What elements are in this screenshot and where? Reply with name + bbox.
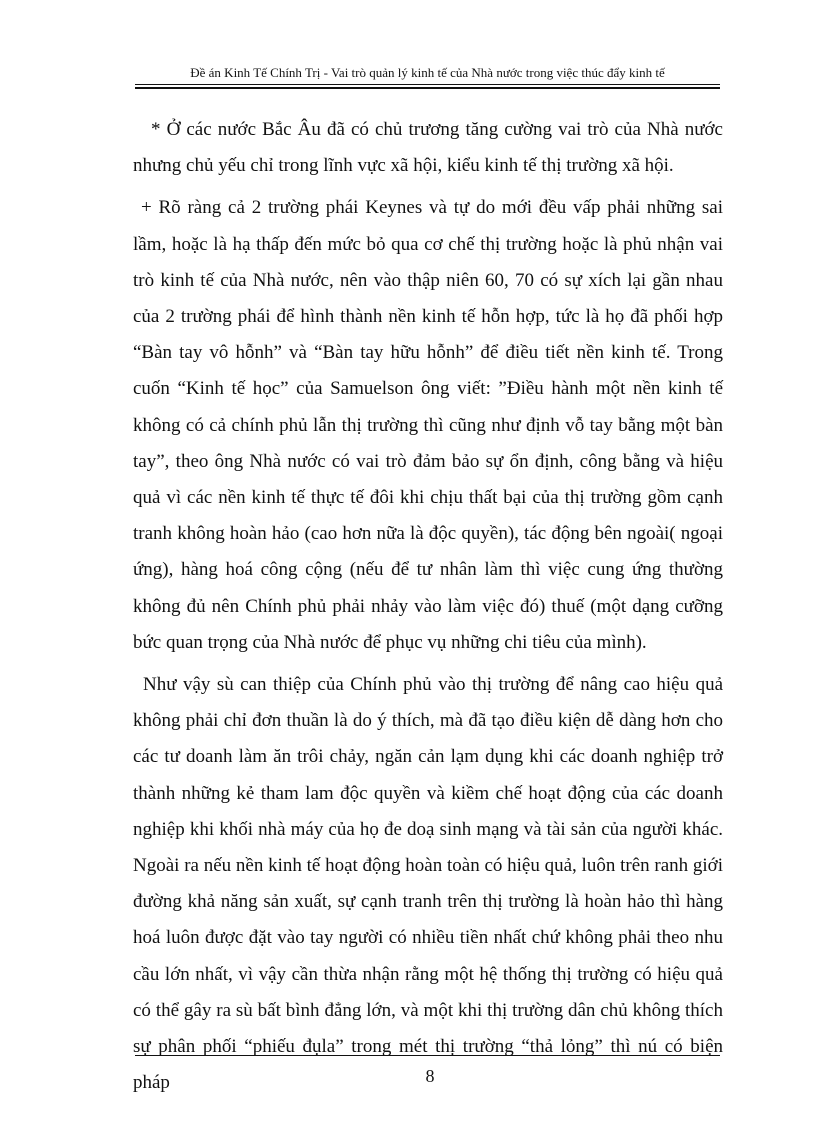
footer-rule — [135, 1055, 720, 1056]
page-number: 8 — [425, 1066, 435, 1086]
paragraph-government-intervention: Như vậy sù can thiệp của Chính phủ vào thị trường để nâng cao hiệu quả không phải chỉ đơn thuần là do ý thích, mà đã tạo điều kiện dễ dàng hơn cho các tư doanh làm ăn trôi chảy, ngăn cản lạm dụng khi các doanh nghiệp trở thành những kẻ tham lam độc quyền và kiềm chế hoạt động của các doanh nghiệp khi khối nhà máy của họ đe doạ sinh mạng và tài sản của người khác. Ngoài ra nếu nền kinh tế hoạt động hoàn toàn có hiệu quả, luôn trên ranh giới đường khả năng sản xuất, sự cạnh tranh trên thị trường là hoàn hảo thì hàng hoá luôn được đặt vào tay người có nhiều tiền nhất chứ không phải theo nhu cầu lớn nhất, vì vậy cần thừa nhận rằng một hệ thống thị trường có hiệu quả có thể gây ra sù bất bình đẳng lớn, và một khi thị trường dân chủ không thích sự phân phối “phiếu đụla” trong mét thị trường “thả lỏng” thì nú có biện pháp — [133, 674, 723, 1094]
header-rule-double — [135, 87, 720, 89]
paragraph-keynes-samuelson: + Rõ ràng cả 2 trường phái Keynes và tự do mới đều vấp phải những sai lầm, hoặc là hạ thấp đến mức bỏ qua cơ chế thị trường hoặc là phủ nhận vai trò kinh tế của Nhà nước, nên vào thập niên 60, 70 có sự xích lại gần nhau của 2 trường phái để hình thành nền kinh tế hỗn hợp, tức là họ đã phối hợp “Bàn tay vô hỗnh” và “Bàn tay hữu hỗnh” để điều tiết nền kinh tế. Trong cuốn “Kinh tế học” của Samuelson ông viết: ”Điều hành một nền kinh tế không có cả chính phủ lẫn thị trường thì cũng như định vỗ tay bằng một bàn tay”, theo ông Nhà nước có vai trò đảm bảo sự ổn định, công bằng và hiệu quả vì các nền kinh tế thực tế đôi khi chịu thất bại của thị trường gồm cạnh tranh không hoàn hảo (cao hơn nữa là độc quyền), tác động bên ngoài( ngoại ứng), hàng hoá công cộng (nếu để tư nhân làm thì việc cung ứng thường không đủ nên Chính phủ phải nhảy vào làm việc đó) thuế (một dạng cưỡng bức quan trọng của Nhà nước để phục vụ những chi tiêu của mình). — [133, 197, 723, 653]
paragraph-nordic: * Ở các nước Bắc Âu đã có chủ trương tăng cường vai trò của Nhà nước nhưng chủ yếu chỉ trong lĩnh vực xã hội, kiểu kinh tế thị trường xã hội. — [133, 119, 723, 177]
running-header: Đề án Kinh Tế Chính Trị - Vai trò quản lý kinh tế của Nhà nước trong việc thúc đẩy kinh tế — [190, 65, 665, 80]
header-rule — [135, 84, 720, 85]
document-body — [133, 112, 723, 1101]
